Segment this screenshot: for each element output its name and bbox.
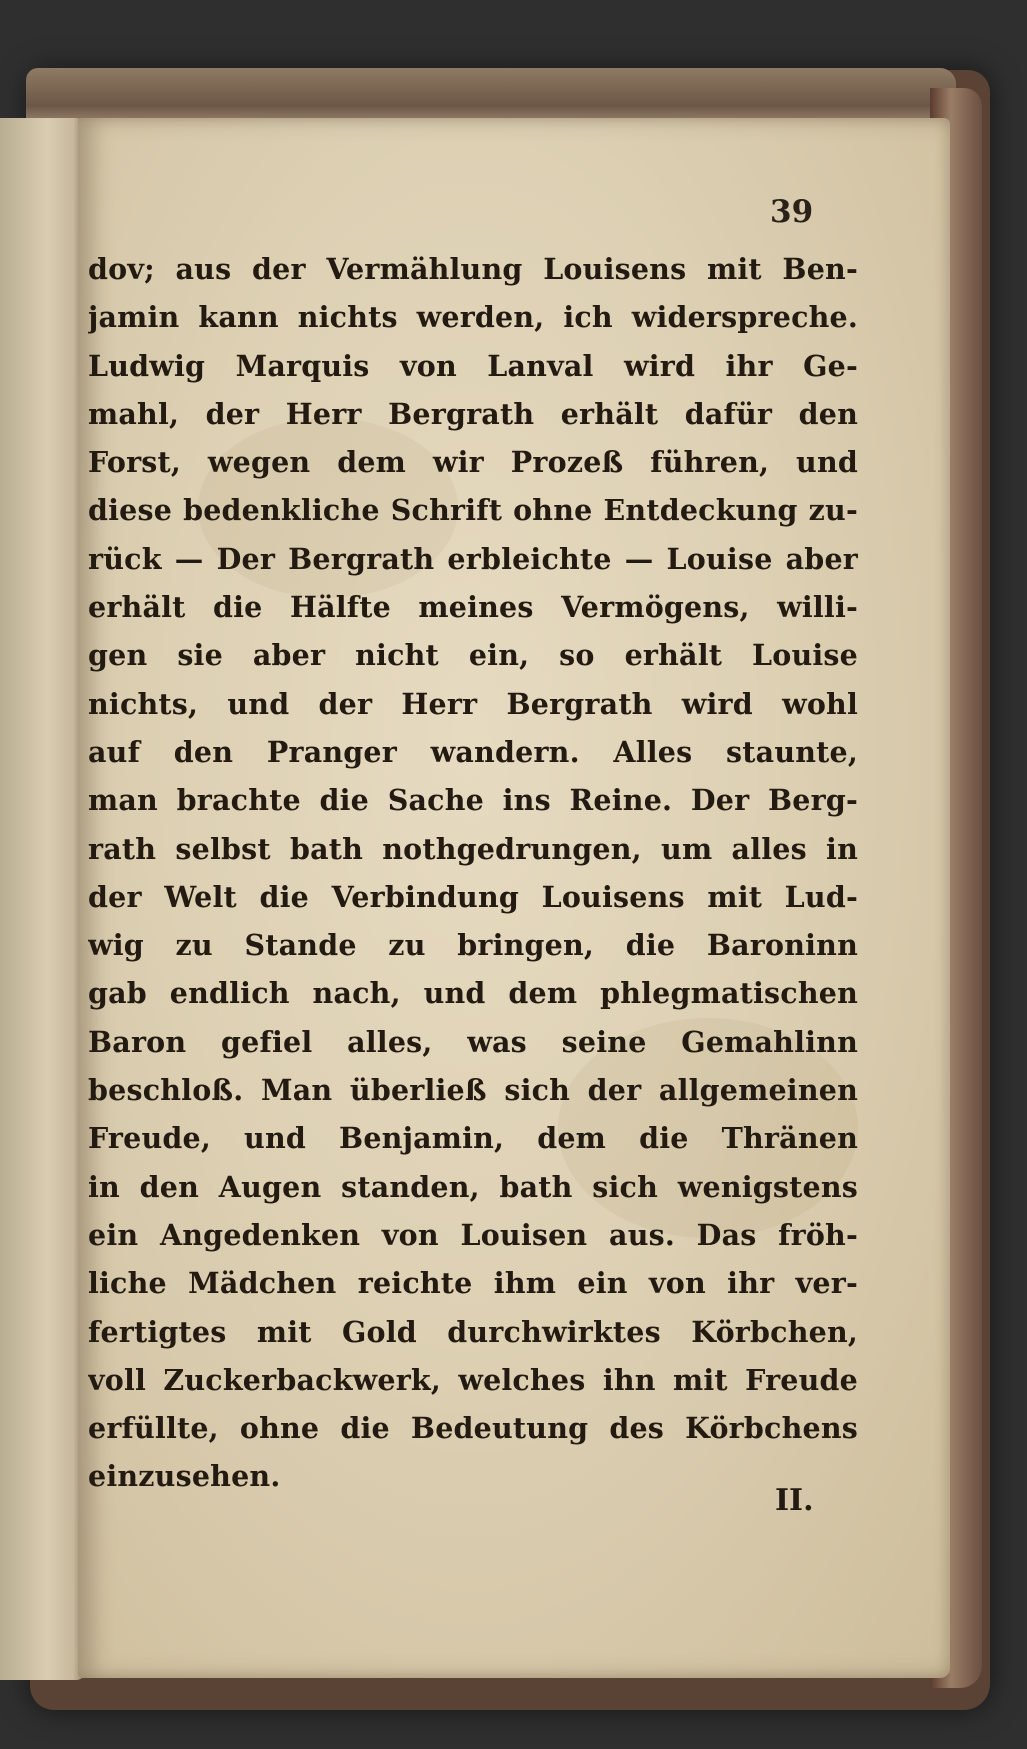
text-line: wig zu Stande zu bringen, die Baroninn	[88, 928, 858, 963]
text-line: nichts, und der Herr Bergrath wird wohl	[88, 686, 858, 721]
text-line: liche Mädchen reichte ihm ein von ihr ver-	[88, 1266, 858, 1301]
text-line: ein Angedenken von Louisen aus. Das fröh-	[88, 1217, 858, 1252]
body-text	[88, 245, 858, 1501]
text-line: Ludwig Marquis von Lanval wird ihr Ge-	[88, 348, 858, 383]
text-line: rück — Der Bergrath erbleichte — Louise aber	[88, 541, 858, 576]
catchword: II.	[775, 1483, 814, 1518]
left-page-edge	[0, 118, 86, 1680]
text-line: Baron gefiel alles, was seine Gemahlinn	[88, 1024, 858, 1059]
text-line: gab endlich nach, und dem phlegmatischen	[88, 976, 858, 1011]
text-line: erhält die Hälfte meines Vermögens, willi-	[88, 590, 858, 625]
page-number: 39	[770, 194, 814, 230]
text-line: gen sie aber nicht ein, so erhält Louise	[88, 638, 858, 673]
text-line: voll Zuckerbackwerk, welches ihn mit Freude	[88, 1362, 858, 1397]
text-line: mahl, der Herr Bergrath erhält dafür den	[88, 396, 858, 431]
text-line: erfüllte, ohne die Bedeutung des Körbchens	[88, 1411, 858, 1446]
text-line: Forst, wegen dem wir Prozeß führen, und	[88, 445, 858, 480]
text-line: fertigtes mit Gold durchwirktes Körbchen,	[88, 1314, 858, 1349]
text-line: jamin kann nichts werden, ich widerspreche.	[88, 300, 858, 335]
text-line: diese bedenkliche Schrift ohne Entdeckung zu-	[88, 493, 858, 528]
text-line: dov; aus der Vermählung Louisens mit Ben-	[88, 252, 858, 286]
text-line: Freude, und Benjamin, dem die Thränen	[88, 1121, 858, 1156]
text-line: man brachte die Sache ins Reine. Der Berg-	[88, 783, 858, 818]
text-line: der Welt die Verbindung Louisens mit Lud-	[88, 879, 858, 914]
text-line: beschloß. Man überließ sich der allgemeinen	[88, 1073, 858, 1108]
text-line: einzusehen.	[88, 1459, 281, 1494]
text-line: auf den Pranger wandern. Alles staunte,	[88, 734, 858, 769]
text-line: in den Augen standen, bath sich wenigstens	[88, 1169, 858, 1204]
text-line: rath selbst bath nothgedrungen, um alles in	[88, 831, 858, 866]
